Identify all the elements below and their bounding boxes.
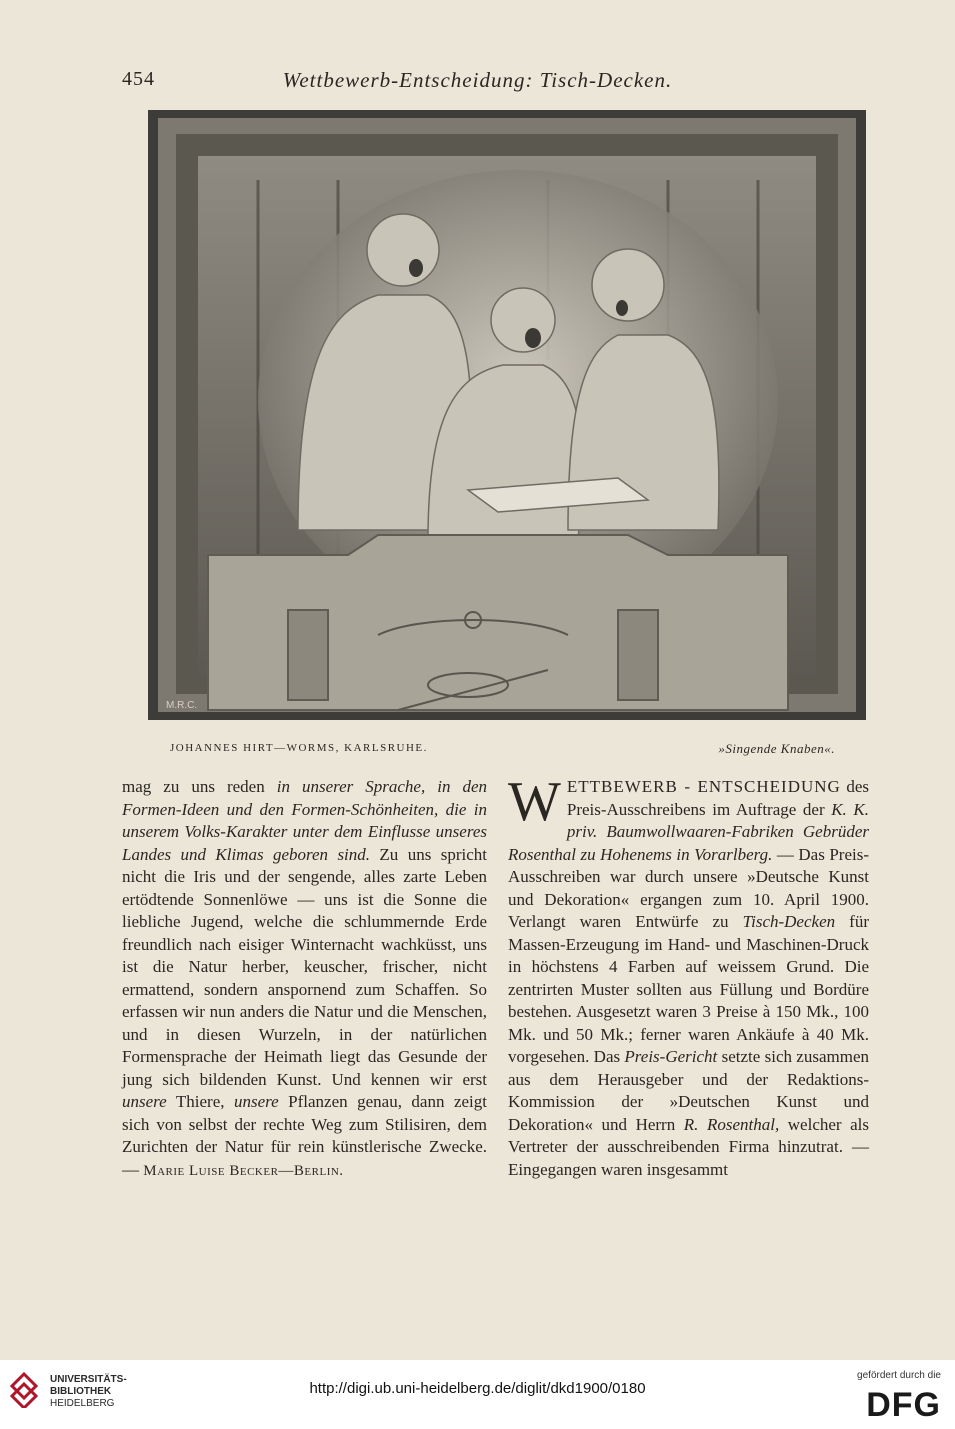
relief-photograph: [148, 110, 866, 720]
library-name[interactable]: UNIVERSITÄTS- BIBLIOTHEK HEIDELBERG: [50, 1374, 127, 1409]
page-header: [0, 68, 955, 98]
dfg-logo[interactable]: DFG: [866, 1386, 941, 1424]
singing-boys-relief-image: [148, 110, 866, 720]
left-text-column: [122, 776, 487, 1182]
digitization-footer: [0, 1360, 955, 1429]
author-signature: Marie Luise Becker—Berlin.: [143, 1162, 344, 1179]
caption-title: »Singende Knaben«.: [718, 741, 835, 756]
photographer-monogram: M.R.C.: [166, 700, 198, 711]
right-text-column: [508, 771, 870, 1181]
article-heading: ETTBEWERB - ENTSCHEIDUNG: [566, 777, 841, 796]
funding-note: gefördert durch die: [857, 1370, 941, 1381]
running-title: Wettbewerb-Entscheidung: Tisch-Decken.: [282, 68, 673, 92]
right-paragraph: WETTBEWERB - ENTSCHEIDUNG des Preis-Ausschreibens im Auftrage der K. K. priv. Baumwollwaaren-Fabriken Gebrüder Rosenthal zu Hohenems in Vorarlberg. — Das Preis-Ausschreiben war durch unsere »Deutsche Kunst und Dekoration« ergangen zum 10. April 1900. Verlangt waren Entwürfe zu Tisch-Decken für Massen-Erzeugung im Hand- und Maschinen-Druck in höchstens 4 Farben auf weissem Grund. Die zentrirten Muster sollten aus Füllung und Bordüre bestehen. Ausgesetzt waren 3 Preise à 150 Mk., 100 Mk. und 50 Mk.; ferner waren Ankäufe à 40 Mk. vorgesehen. Das Preis-Gericht setzte sich zusammen aus dem Herausgeber und der Redaktions-Kommission der »Deutschen Kunst und Dekoration« und Herrn R. Rosenthal, welcher als Vertreter der ausschreibenden Firma hinzutrat. — Eingegangen waren insgesammt: [508, 771, 870, 1179]
permalink-url[interactable]: http://digi.ub.uni-heidelberg.de/diglit/dkd1900/0180: [309, 1380, 646, 1397]
drop-cap: W: [508, 771, 561, 833]
left-paragraph: mag zu uns reden in unserer Sprache, in den Formen-Ideen und den Formen-Schönheiten, die in unserem Volks-Karakter unter dem Einflusse unseres Landes und Klimas geboren sind. Zu uns spricht nicht die Iris und der sengende, alles zarte Leben ertödtende Sonnenlöwe — uns ist die Sonne die liebliche Jugend, welche die schlummernde Erde freundlich nach eisiger Winternacht wachküsst, uns ist die Natur herber, keuscher, frischer, nicht ermattend, sondern anspornend zum Schaffen. So erfassen wir nun anders die Natur und die Menschen, und in diesen Wurzeln, in der natürlichen Formensprache der Heimath liegt das Gesunde der jung sich bildenden Kunst. Und kennen wir erst unsere Thiere, unsere Pflanzen genau, dann zeigt sich von selbst der rechte Weg zum Stilisiren, dem Zurichten der Natur für rein künstlerische Zwecke. — Marie Luise Becker—Berlin.: [122, 777, 487, 1179]
caption-artist: JOHANNES HIRT—WORMS, KARLSRUHE.: [170, 742, 428, 754]
page-number: 454: [122, 68, 155, 90]
